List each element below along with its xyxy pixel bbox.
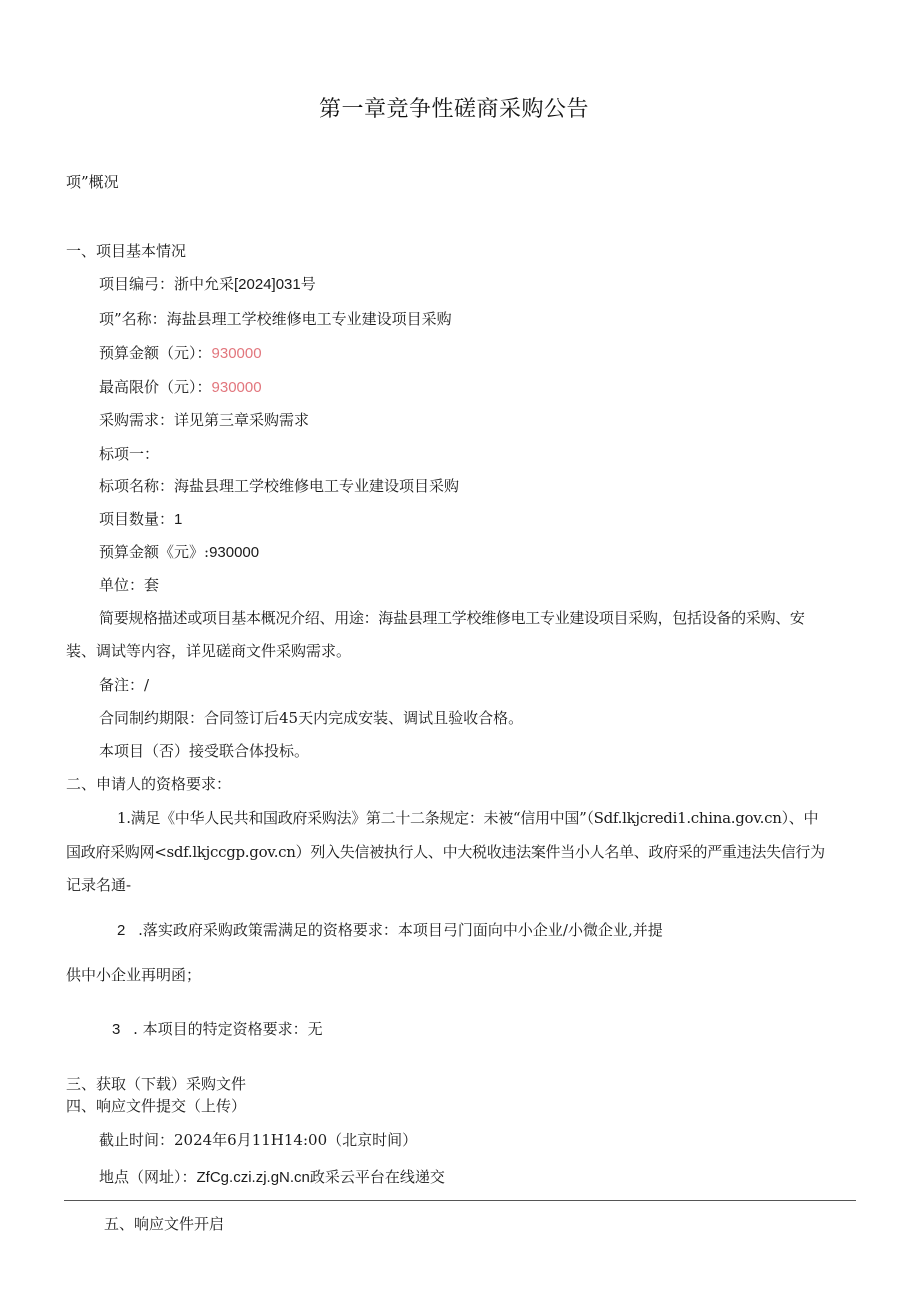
max-price-value: 930000 [211, 379, 262, 396]
requirement-3-text: . 本项目的特定资格要求：无 [133, 1020, 323, 1038]
submission-location [99, 1167, 445, 1188]
lot-budget-label: 预算金额《元》: [99, 543, 210, 561]
remark: 备注：/ [99, 676, 150, 694]
contract-period: 合同制约期限：合同签订后45天内完成安装、调试且验收合格。 [99, 709, 524, 727]
project-number-label: 项目编弓： [99, 275, 175, 293]
lot-quantity-label: 项目数量： [99, 510, 175, 528]
max-price [99, 377, 262, 398]
brief-description-line2: 装、调试等内容，详见磋商文件采购需求。 [66, 642, 352, 660]
requirement-3 [112, 1019, 323, 1040]
lot-quantity-value: 1 [174, 511, 183, 528]
consortium-note: 本项目（否）接受联合体投标。 [99, 742, 310, 760]
budget-amount [99, 343, 262, 364]
requirement-2-text: .落实政府采购政策需满足的资格要求：本项目弓门面向中小企业/小微企业,并提 [138, 921, 663, 939]
procurement-requirement: 采购需求：详见第三章采购需求 [99, 411, 310, 429]
lot-unit: 单位：套 [99, 576, 160, 594]
lot-quantity [99, 509, 182, 530]
section-1-heading: 一、项目基本情况 [66, 242, 187, 260]
page-divider [64, 1200, 856, 1201]
location-label: 地点（网址）： [99, 1168, 197, 1186]
project-name-value: 海盐县理工学校维修电工专业建设项目采购 [166, 310, 452, 328]
project-name [99, 309, 452, 329]
project-name-label: 项”名称： [99, 310, 167, 328]
requirement-2-number: 2 [117, 922, 126, 939]
requirement-1-line1: 1.满足《中华人民共和国政府采购法》第二十二条规定：未被“信用中国”（Sdf.lkjcredi1.china.gov.cn）、中 [117, 809, 819, 827]
requirement-1-line2: 国政府采购网<sdf.lkjccgp.gov.cn）列入失信被执行人、中大税收违法案件当小人名单、政府采的严重违法失信行为 [66, 843, 825, 861]
lot-budget-value: 930000 [209, 544, 260, 561]
section-3-heading: 三、获取（下载）采购文件 [66, 1075, 247, 1093]
requirement-2 [117, 920, 663, 941]
budget-value: 930000 [211, 345, 262, 362]
max-price-label: 最高限价（元）： [99, 378, 212, 396]
submission-deadline: 截止时间：2024年6月11H14:00（北京时间） [99, 1131, 418, 1149]
lot-name [99, 476, 459, 496]
requirement-1-line3: 记录名通- [66, 876, 132, 894]
lot-budget [99, 542, 259, 563]
requirement-2-continued: 供中小企业再明函； [66, 966, 202, 984]
project-number-value: 浙中允采[2024]031号 [174, 276, 316, 293]
section-2-heading: 二、申请人的资格要求： [66, 775, 232, 793]
budget-label: 预算金额（元）： [99, 344, 212, 362]
lot-label: 标项一： [99, 445, 160, 463]
overview-heading: 项”概况 [66, 173, 119, 191]
location-value: ZfCg.czi.zj.gN.cn政采云平台在线递交 [196, 1169, 445, 1186]
requirement-3-number: 3 [112, 1021, 121, 1038]
lot-name-label: 标项名称： [99, 477, 175, 495]
brief-description-line1: 简要规格描述或项目基本概况介绍、用途：海盐县理工学校维修电工专业建设项目采购，包括设备的采购、安 [99, 609, 805, 627]
section-4-heading: 四、响应文件提交（上传） [66, 1097, 247, 1115]
lot-name-value: 海盐县理工学校维修电工专业建设项目采购 [174, 477, 460, 495]
section-5-heading: 五、响应文件开启 [104, 1215, 225, 1233]
page-title: 第一章竞争性磋商采购公告 [319, 97, 590, 122]
project-number [99, 274, 316, 295]
